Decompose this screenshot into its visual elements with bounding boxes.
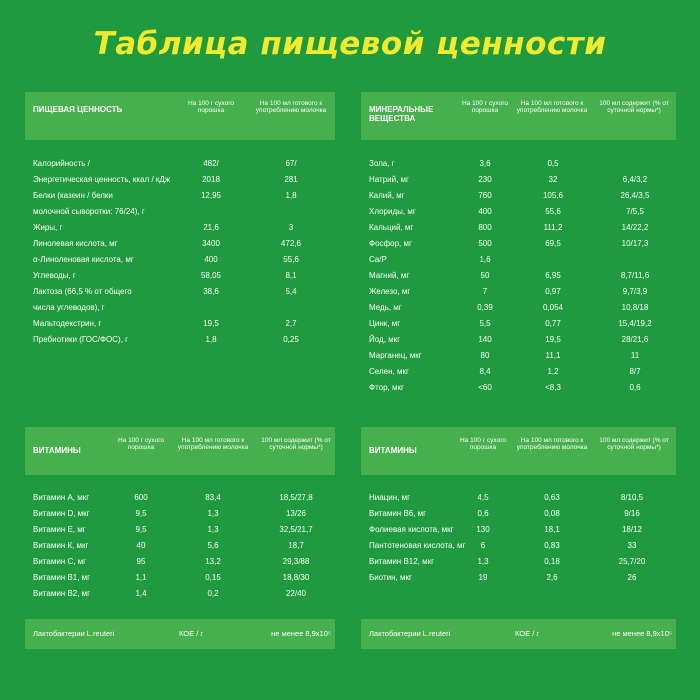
row-value-3: 11 [630,351,640,360]
row-label: Медь, мг [369,303,402,312]
vitamins-right-table [361,427,676,672]
row-value-2: 281 [284,175,298,184]
minerals-table [361,92,676,402]
table-row [361,490,676,506]
row-value-2: 1,2 [547,367,559,376]
table-row [361,300,676,316]
table-row [25,236,335,252]
row-value-3: 8/10,5 [620,493,644,502]
vitamins-right-footer-unit: КОЕ / г [515,629,540,638]
row-value-3: 25,7/20 [618,557,646,566]
row-value-2: 111,2 [543,223,563,232]
table-row [25,506,335,522]
row-value-2: 0,77 [545,319,561,328]
table-row [25,188,335,204]
table-row [361,316,676,332]
row-label: Фтор, мкг [369,383,404,392]
table-row [361,220,676,236]
vitamins-right-header-col1: На 100 г сухого порошка [459,437,507,451]
vitamins-left-footer-unit: КОЕ / г [179,629,204,638]
row-value-1: 230 [478,175,492,184]
row-label: Хлориды, мг [369,207,416,216]
row-value-3: 33 [627,541,637,550]
row-value-1: 400 [204,255,218,264]
row-value-3: 9/16 [624,509,640,518]
table-row [361,538,676,554]
nutrition-table [25,92,335,352]
row-label: Железо, мг [369,287,411,296]
table-row [25,522,335,538]
table-row [25,220,335,236]
row-value-2: 1,8 [285,191,297,200]
row-value-1: <60 [478,383,492,392]
row-label: Ca/P [369,255,387,264]
row-value-2: 0,08 [544,509,560,518]
row-label: числа углеводов), г [33,303,105,312]
row-value-2: 19,5 [545,335,561,344]
vitamins-right-footer-name: Лактобактерии L.reuteri [369,629,451,638]
row-label: Калорийность / [33,159,90,168]
row-value-2: 8,1 [285,271,297,280]
row-value-2: 5,6 [207,541,219,550]
row-value-1: 1,8 [205,335,217,344]
row-value-2: 0,18 [544,557,560,566]
row-value-3: 0,6 [629,383,641,392]
row-label: Селен, мкг [369,367,409,376]
minerals-header-col2: На 100 мл готового к употреблению молочка [516,100,588,114]
table-row [25,284,335,300]
minerals-header-label: МИНЕРАЛЬНЫЕ ВЕЩЕСТВА [369,105,434,123]
row-value-3: 22/40 [285,589,307,598]
row-value-3: 7/5,5 [626,207,644,216]
row-label: Углеводы, г [33,271,76,280]
row-value-1: 800 [478,223,492,232]
row-label: Ниацин, мг [369,493,411,502]
row-value-2: 0,2 [207,589,219,598]
row-value-2: 2,7 [285,319,297,328]
row-value-2: 32 [548,175,558,184]
row-value-1: 1,1 [135,573,147,582]
row-value-2: 105,6 [542,191,564,200]
row-value-1: 3400 [202,239,220,248]
row-value-3: 28/21,6 [621,335,649,344]
row-value-3: 15,4/19,2 [618,319,652,328]
row-label: Биотин, мкг [369,573,412,582]
row-label: Белки (казеин / белки [33,191,113,200]
row-value-1: 1,6 [479,255,491,264]
minerals-header-col3: 100 мл содержит (% от суточной нормы*) [599,100,669,114]
table-row [25,252,335,268]
row-value-3: 10/17,3 [621,239,649,248]
vitamins-left-table [25,427,335,672]
row-value-2: 13,2 [205,557,221,566]
table-row [25,570,335,586]
table-row [361,506,676,522]
row-value-3: 14/22,2 [621,223,649,232]
row-value-2: 0,83 [544,541,560,550]
table-row [25,586,335,602]
row-value-2: 0,97 [545,287,561,296]
row-value-1: 140 [478,335,492,344]
vitamins-right-header-col3: 100 мл содержит (% от суточной нормы*) [599,437,669,451]
table-row [361,284,676,300]
row-value-2: 0,25 [283,335,299,344]
vitamins-right-header [361,427,676,475]
vitamins-right-header-col2: На 100 мл готового к употреблению молочка [516,437,588,451]
nutrition-header-col1: На 100 г сухого порошка [187,100,235,114]
vitamins-right-header-label: ВИТАМИНЫ [369,446,417,455]
table-row [361,364,676,380]
row-value-2: 67/ [285,159,297,168]
row-value-2: 55,6 [283,255,299,264]
table-row [361,332,676,348]
row-value-1: 7 [482,287,488,296]
row-value-3: 18,5/27,8 [279,493,313,502]
row-value-1: 21,6 [203,223,219,232]
row-value-1: 5,5 [479,319,491,328]
row-value-1: 0,39 [477,303,493,312]
row-value-1: 1,4 [135,589,147,598]
row-value-3: 32,5/21,7 [279,525,313,534]
row-value-2: 6,95 [545,271,561,280]
row-value-3: 18,7 [288,541,304,550]
row-value-1: 400 [478,207,492,216]
table-row [361,236,676,252]
table-row [25,300,335,316]
vitamins-right-footer-value: не менее 8,9х10⁵ [612,629,672,638]
row-value-1: 760 [478,191,492,200]
row-value-2: 3 [288,223,294,232]
nutrition-header-col2: На 100 мл готового к употреблению молочка [255,100,327,114]
row-label: Витамин С, мг [33,557,87,566]
row-label: Пантотеновая кислота, мг [369,541,466,550]
table-row [25,538,335,554]
row-label: Марганец, мкг [369,351,422,360]
row-value-1: 2018 [202,175,220,184]
row-label: Магний, мг [369,271,410,280]
row-label: Цинк, мг [369,319,401,328]
row-value-2: 69,5 [545,239,561,248]
row-label: Зола, г [369,159,395,168]
row-label: Витамин В2, мг [33,589,91,598]
row-label: Калий, мг [369,191,405,200]
table-row [361,348,676,364]
row-value-1: 9,5 [135,509,147,518]
row-value-1: 130 [476,525,490,534]
row-label: Витамин К, мкг [33,541,89,550]
row-value-1: 1,3 [477,557,489,566]
row-value-2: 18,1 [544,525,560,534]
row-value-1: 6 [480,541,486,550]
table-row [361,188,676,204]
nutrition-header-label: ПИЩЕВАЯ ЦЕННОСТЬ [33,105,123,114]
row-value-1: 4,5 [477,493,489,502]
row-label: Йод, мкг [369,335,401,344]
row-value-1: 9,5 [135,525,147,534]
table-row [361,156,676,172]
vitamins-left-header-col2: На 100 мл готового к употреблению молочка [177,437,249,451]
row-value-2: 0,63 [544,493,560,502]
row-value-1: 50 [480,271,490,280]
row-value-1: 19 [478,573,488,582]
row-label: Витамин В1, мг [33,573,91,582]
vitamins-left-header-label: ВИТАМИНЫ [33,446,81,455]
table-row [361,522,676,538]
row-value-3: 18,8/30 [282,573,310,582]
row-label: Жиры, г [33,223,63,232]
table-row [361,554,676,570]
row-value-1: 19,5 [203,319,219,328]
row-label: Энергетическая ценность, ккал / кДж [33,175,171,184]
row-value-2: 2,6 [546,573,558,582]
row-value-3: 29,3/88 [282,557,310,566]
table-row [361,172,676,188]
row-value-1: 40 [136,541,146,550]
row-value-3: 13/26 [285,509,307,518]
row-value-3: 26 [627,573,637,582]
vitamins-left-footer-name: Лактобактерии L.reuteri [33,629,115,638]
row-value-2: 0,15 [205,573,221,582]
row-label: Витамин D, мкг [33,509,90,518]
row-value-2: 55,6 [545,207,561,216]
table-row [25,156,335,172]
vitamins-left-header [25,427,335,475]
row-value-2: 0,054 [542,303,564,312]
row-value-2: 83,4 [205,493,221,502]
row-value-3: 26,4/3,5 [620,191,650,200]
row-label: молочной сыворотки: 76/24), г [33,207,145,216]
row-value-3: 8,7/11,6 [620,271,650,280]
table-row [361,380,676,396]
row-label: Лактоза (66,5 % от общего [33,287,132,296]
table-row [361,204,676,220]
row-value-2: 472,6 [280,239,302,248]
row-value-1: 80 [480,351,490,360]
row-value-1: 12,95 [200,191,222,200]
row-label: Фолиевая кислота, мкг [369,525,454,534]
table-row [361,252,676,268]
row-value-1: 8,4 [479,367,491,376]
row-label: Витамин В12, мкг [369,557,435,566]
row-label: Витамин Е, мг [33,525,86,534]
row-value-2: 1,3 [207,509,219,518]
row-value-2: 0,5 [547,159,559,168]
vitamins-left-footer [25,619,335,649]
row-label: Кальций, мг [369,223,414,232]
row-value-1: 58,05 [200,271,222,280]
row-label: Пребиотики (ГОС/ФОС), г [33,335,129,344]
table-row [361,268,676,284]
table-row [25,172,335,188]
row-label: Витамин В6, мг [369,509,427,518]
row-value-2: 5,4 [285,287,297,296]
row-value-3: 10,8/18 [621,303,649,312]
nutrition-table-header [25,92,335,140]
row-value-3: 9,7/3,9 [622,287,648,296]
minerals-table-header [361,92,676,140]
row-value-1: 0,6 [477,509,489,518]
vitamins-left-header-col3: 100 мл содержит (% от суточной нормы*) [261,437,331,451]
row-label: Линолевая кислота, мг [33,239,118,248]
page-title: Таблица пищевой ценности [93,26,607,62]
row-value-1: 500 [478,239,492,248]
table-row [25,490,335,506]
row-label: Мальтодекстрин, г [33,319,102,328]
row-label: Натрий, мг [369,175,409,184]
row-value-2: <8,3 [545,383,561,392]
table-row [25,316,335,332]
row-value-1: 95 [136,557,146,566]
row-label: α-Линоленовая кислота, мг [33,255,134,264]
row-value-1: 482/ [203,159,219,168]
row-value-3: 18/12 [621,525,643,534]
row-value-3: 8/7 [629,367,641,376]
row-value-3: 6,4/3,2 [622,175,648,184]
row-value-1: 600 [134,493,148,502]
row-value-1: 38,6 [203,287,219,296]
row-label: Фосфор, мг [369,239,412,248]
table-row [25,332,335,348]
row-label: Витамин А, мкг [33,493,90,502]
vitamins-right-footer [361,619,676,649]
table-row [25,204,335,220]
minerals-header-col1: На 100 г сухого порошка [461,100,509,114]
table-row [361,570,676,586]
vitamins-left-footer-value: не менее 8,9х10⁵ [271,629,331,638]
vitamins-left-header-col1: На 100 г сухого порошка [117,437,165,451]
table-row [25,554,335,570]
row-value-1: 3,6 [479,159,491,168]
row-value-2: 1,3 [207,525,219,534]
row-value-2: 11,1 [545,351,561,360]
table-row [25,268,335,284]
